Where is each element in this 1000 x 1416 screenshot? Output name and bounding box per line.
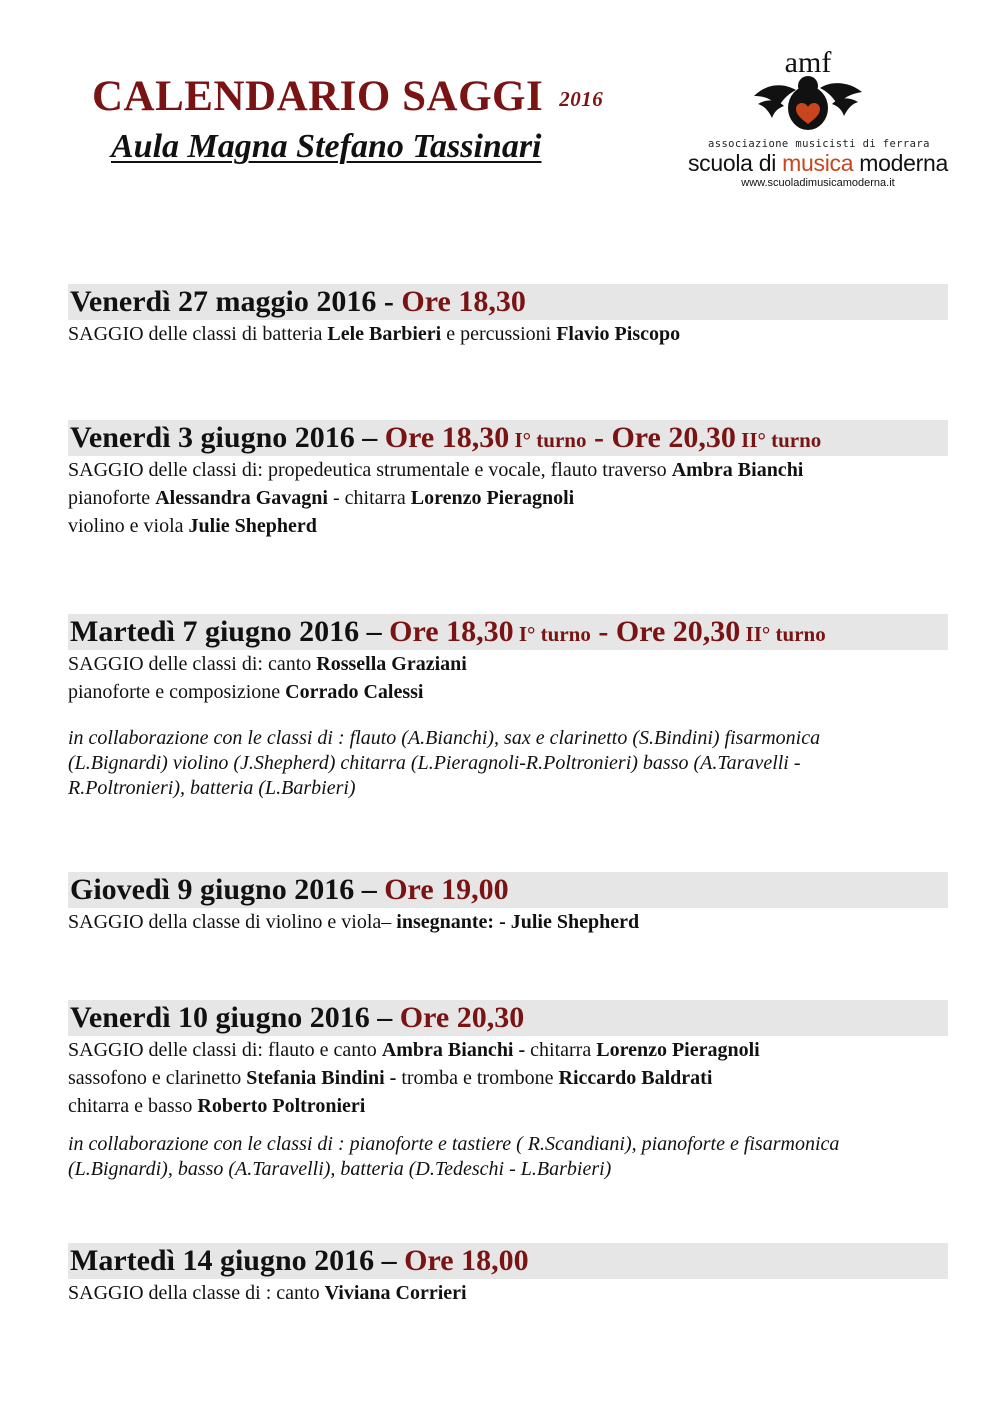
event-line: pianoforte e composizione Corrado Calessi: [68, 681, 424, 703]
page-subtitle: Aula Magna Stefano Tassinari: [111, 128, 542, 165]
event-time: Ore 20,30: [399, 1001, 525, 1034]
teacher-name: Riccardo Baldrati: [558, 1067, 713, 1089]
title-text: CALENDARIO SAGGI: [92, 73, 544, 120]
event-time: Ore 18,30: [389, 615, 514, 648]
event-5: [68, 1000, 948, 1182]
event-date: Giovedì 9 giugno 2016: [70, 873, 355, 906]
teacher-name: Julie Shepherd: [188, 515, 317, 537]
event-4: [68, 872, 948, 936]
event-separator: –: [354, 421, 385, 454]
event-line: pianoforte Alessandra Gavagni - chitarra Lorenzo Pieragnoli: [68, 487, 575, 509]
event-separator: –: [369, 1001, 400, 1034]
school-logo: [686, 42, 950, 192]
event-header: [68, 1243, 948, 1279]
event-separator: -: [376, 285, 402, 318]
event-header: [68, 872, 948, 908]
event-header: [68, 284, 948, 320]
teacher-name: Roberto Poltronieri: [197, 1095, 366, 1117]
collaboration-note: in collaborazione con le classi di : flauto (A.Bianchi), sax e clarinetto (S.Bindini) fisarmonica (L.Bignardi) violino (J.Shepherd) chitarra (L.Pieragnoli-R.Poltronieri) basso (A.Taravelli -R.Poltronieri), batteria (L.Barbieri): [68, 727, 821, 799]
event-header: [68, 614, 948, 650]
event-turno: I° turno: [509, 428, 587, 452]
teacher-name: Lele Barbieri: [327, 323, 442, 345]
event-turno-2: II° turno: [740, 622, 826, 646]
event-separator: –: [359, 615, 390, 648]
event-time: Ore 19,00: [384, 873, 509, 906]
event-line: SAGGIO delle classi di: flauto e canto Ambra Bianchi - chitarra Lorenzo Pieragnoli: [68, 1039, 760, 1061]
amf-logo-icon: [748, 42, 868, 138]
event-date: Venerdì 3 giugno 2016: [70, 421, 355, 454]
event-line: sassofono e clarinetto Stefania Bindini - tromba e trombone Riccardo Baldrati: [68, 1067, 713, 1089]
event-date: Martedì 14 giugno 2016: [70, 1244, 375, 1277]
logo-school-name: scuola di musica moderna: [687, 150, 948, 176]
event-2: [68, 420, 948, 540]
logo-school-highlight: musica: [782, 150, 854, 176]
event-line: SAGGIO delle classi di: propedeutica strumentale e vocale, flauto traverso Ambra Bianchi: [68, 459, 804, 481]
teacher-name: Ambra Bianchi: [671, 459, 804, 481]
event-time: Ore 18,30: [401, 285, 526, 318]
event-line: chitarra e basso Roberto Poltronieri: [68, 1095, 366, 1117]
teacher-name: Lorenzo Pieragnoli: [596, 1039, 760, 1061]
event-date: Venerdì 27 maggio 2016: [70, 285, 377, 318]
event-separator: –: [354, 873, 385, 906]
teacher-name: Ambra Bianchi -: [381, 1039, 526, 1061]
teacher-name: Viviana Corrieri: [324, 1282, 467, 1304]
event-line: SAGGIO delle classi di batteria Lele Barbieri e percussioni Flavio Piscopo: [68, 323, 681, 345]
teacher-name: Rossella Graziani: [316, 653, 467, 675]
event-separator: –: [374, 1244, 405, 1277]
event-line: SAGGIO della classe di violino e viola– insegnante: - Julie Shepherd: [68, 911, 640, 933]
event-6: [68, 1243, 948, 1307]
page-title: [92, 72, 603, 121]
event-time: Ore 18,00: [404, 1244, 529, 1277]
event-separator: -: [586, 421, 612, 454]
teacher-name: Stefania Bindini -: [246, 1067, 397, 1089]
teacher-name: Lorenzo Pieragnoli: [410, 487, 575, 509]
event-1: [68, 284, 948, 348]
teacher-name: Corrado Calessi: [285, 681, 424, 703]
event-time-2: Ore 20,30: [611, 421, 736, 454]
collaboration-note: in collaborazione con le classi di : pianoforte e tastiere ( R.Scandiani), pianoforte e fisarmonica (L.Bignardi), basso (A.Taravelli), batteria (D.Tedeschi - L.Barbieri): [68, 1133, 840, 1180]
teacher-name: insegnante: - Julie Shepherd: [396, 911, 640, 933]
event-date: Venerdì 10 giugno 2016: [70, 1001, 370, 1034]
event-line: SAGGIO della classe di : canto Viviana Corrieri: [68, 1282, 467, 1304]
event-time-2: Ore 20,30: [615, 615, 741, 648]
event-time: Ore 18,30: [384, 421, 510, 454]
logo-mark-text: amf: [784, 46, 832, 79]
title-year: 2016: [559, 87, 604, 111]
logo-url: www.scuoladimusicamoderna.it: [741, 177, 895, 189]
event-turno-2: II° turno: [735, 428, 822, 452]
event-date: Martedì 7 giugno 2016: [70, 615, 360, 648]
event-header: [68, 1000, 948, 1036]
event-separator: -: [590, 615, 616, 648]
event-line: violino e viola Julie Shepherd: [68, 515, 317, 537]
event-3: [68, 614, 948, 801]
event-turno: I° turno: [513, 622, 591, 646]
logo-tagline: associazione musicisti di ferrara: [708, 138, 930, 150]
teacher-name: Alessandra Gavagni: [155, 487, 328, 509]
teacher-name: Flavio Piscopo: [556, 323, 681, 345]
event-header: [68, 420, 948, 456]
event-line: SAGGIO delle classi di: canto Rossella Graziani: [68, 653, 467, 675]
